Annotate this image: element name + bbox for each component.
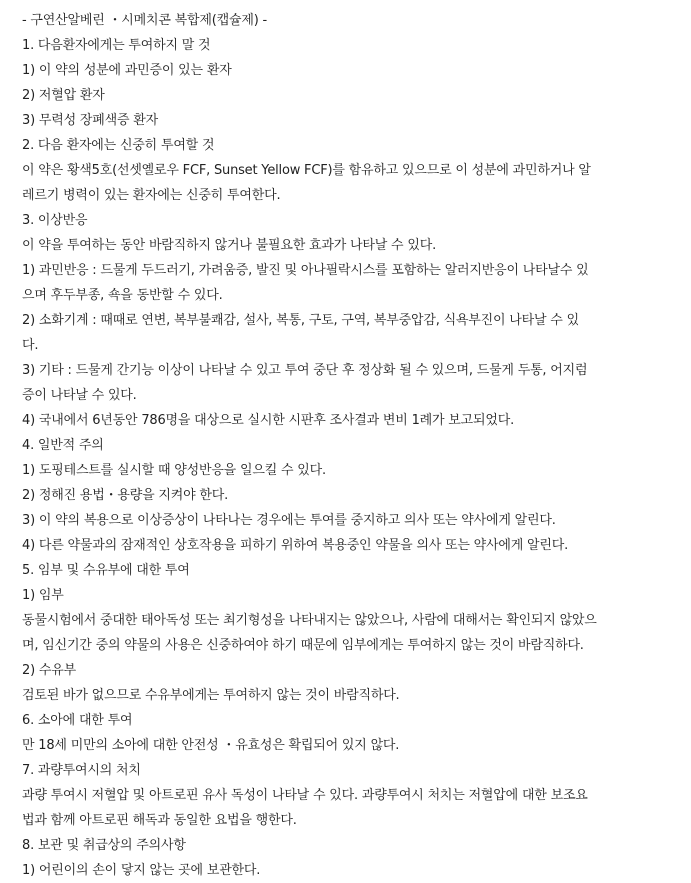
text-line: 1) 과민반응 : 드물게 두드러기, 가려움증, 발진 및 아나필락시스를 포함하는 알러지반응이 나타날수 있: [22, 263, 589, 278]
text-line: 다.: [22, 338, 39, 353]
section-heading-pregnancy: 5. 임부 및 수유부에 대한 투여: [22, 563, 190, 578]
section-heading-caution: 2. 다음 환자에는 신중히 투여할 것: [22, 138, 215, 153]
drug-information-document: [22, 8, 684, 883]
text-line: 1) 어린이의 손이 닿지 않는 곳에 보관한다.: [22, 863, 261, 878]
text-line: 4) 다른 약물과의 잠재적인 상호작용을 피하기 위하여 복용중인 약물을 의사 또는 약사에게 알린다.: [22, 538, 569, 553]
text-line: 증이 나타날 수 있다.: [22, 388, 137, 403]
text-line: 법과 함께 아트로핀 해독과 동일한 요법을 행한다.: [22, 813, 297, 828]
text-line: 며, 임신기간 중의 약물의 사용은 신중하여야 하기 때문에 임부에게는 투여하지 않는 것이 바람직하다.: [22, 638, 584, 653]
text-line: 3) 무력성 장폐색증 환자: [22, 113, 158, 128]
section-heading-adverse-reactions: 3. 이상반응: [22, 213, 88, 228]
section-heading-pediatric: 6. 소아에 대한 투여: [22, 713, 133, 728]
text-line: 2) 저혈압 환자: [22, 88, 105, 103]
text-line: 4) 국내에서 6년동안 786명을 대상으로 실시한 시판후 조사결과 변비 1례가 보고되었다.: [22, 413, 515, 428]
text-line: 2) 소화기계 : 때때로 연변, 복부불쾌감, 설사, 복통, 구토, 구역, 복부중압감, 식욕부진이 나타날 수 있: [22, 313, 579, 328]
text-line: 3) 기타 : 드물게 간기능 이상이 나타날 수 있고 투여 중단 후 정상화 될 수 있으며, 드물게 두통, 어지럼: [22, 363, 588, 378]
section-heading-storage: 8. 보관 및 취급상의 주의사항: [22, 838, 186, 853]
text-line: 과량 투여시 저혈압 및 아트로핀 유사 독성이 나타날 수 있다. 과량투여시 처치는 저혈압에 대한 보조요: [22, 788, 588, 803]
document-title: - 구연산알베린 ・시메치콘 복합제(캡슐제) -: [22, 13, 267, 28]
text-line: 이 약은 황색5호(선셋옐로우 FCF, Sunset Yellow FCF)를 함유하고 있으므로 이 성분에 과민하거나 알: [22, 163, 591, 178]
text-line: 2) 정해진 용법・용량을 지켜야 한다.: [22, 488, 229, 503]
text-line: 동물시험에서 중대한 태아독성 또는 최기형성을 나타내지는 않았으나, 사람에 대해서는 확인되지 않았으: [22, 613, 597, 628]
text-line: 이 약을 투여하는 동안 바람직하지 않거나 불필요한 효과가 나타날 수 있다.: [22, 238, 436, 253]
text-line: 1) 임부: [22, 588, 64, 603]
text-line: 으며 후두부종, 쇽을 동반할 수 있다.: [22, 288, 223, 303]
text-line: 3) 이 약의 복용으로 이상증상이 나타나는 경우에는 투여를 중지하고 의사 또는 약사에게 알린다.: [22, 513, 556, 528]
text-line: 1) 이 약의 성분에 과민증이 있는 환자: [22, 63, 232, 78]
text-line: 2) 수유부: [22, 663, 76, 678]
section-heading-general-precautions: 4. 일반적 주의: [22, 438, 104, 453]
section-heading-contraindications: 1. 다음환자에게는 투여하지 말 것: [22, 38, 211, 53]
section-heading-overdose: 7. 과량투여시의 처치: [22, 763, 141, 778]
text-line: 검토된 바가 없으므로 수유부에게는 투여하지 않는 것이 바람직하다.: [22, 688, 400, 703]
text-line: 레르기 병력이 있는 환자에는 신중히 투여한다.: [22, 188, 281, 203]
text-line: 만 18세 미만의 소아에 대한 안전성 ・유효성은 확립되어 있지 않다.: [22, 738, 400, 753]
text-line: 1) 도핑테스트를 실시할 때 양성반응을 일으킬 수 있다.: [22, 463, 326, 478]
